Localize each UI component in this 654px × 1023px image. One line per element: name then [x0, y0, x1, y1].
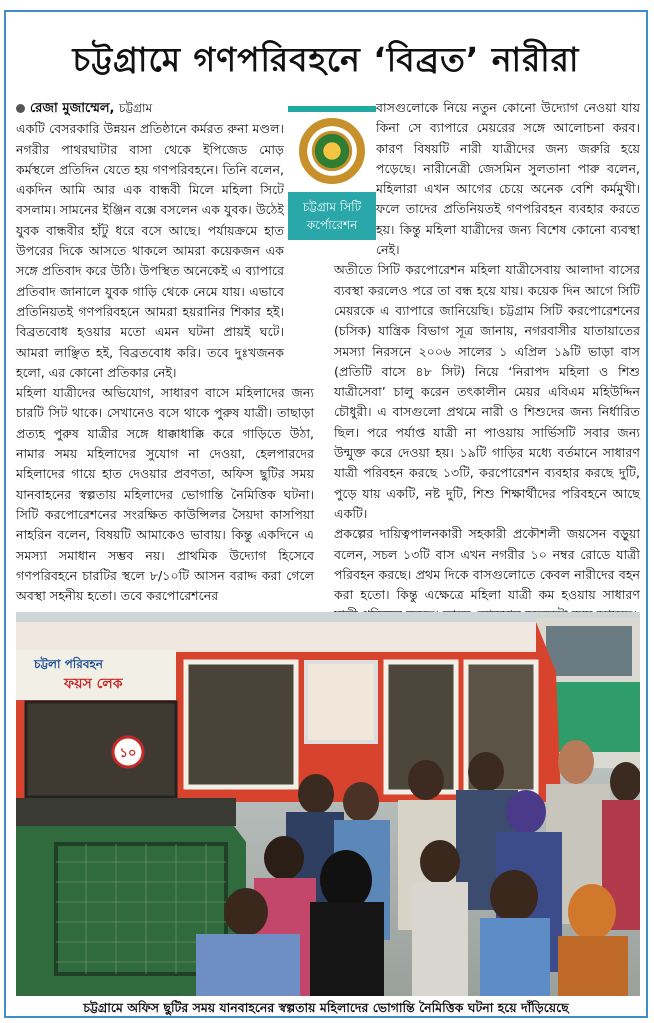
bus-destination-text: চট্টলা পরিবহন — [34, 657, 103, 671]
logo-caption — [288, 192, 376, 240]
logo-caption-line1: চট্টগ্রাম সিটি — [302, 200, 362, 214]
route-number: ১০ — [119, 746, 137, 761]
logo-accent-bar — [288, 106, 376, 112]
news-photo — [16, 612, 640, 996]
right-column — [334, 98, 640, 626]
city-corporation-logo-box — [288, 106, 376, 254]
bus-crowd-illustration — [16, 612, 640, 996]
city-corporation-seal-icon — [299, 118, 365, 184]
newspaper-page — [4, 10, 648, 1018]
logo-caption-line2: কর্পোরেশন — [306, 218, 358, 232]
bus-front-window — [26, 702, 176, 797]
right-paragraph-1: বাসগুলোকে নিয়ে নতুন কোনো উদ্যোগ নেওয়া যায় কিনা সে ব্যাপারে মেয়রের সঙ্গে আলোচনা করব। কারণ বিষয়টি নারী যাত্রীদের জন্য জরুরি হয়ে পড়েছে। নারীনেত্রী জেসমিন সুলতানা পারু বলেন, মহিলারা এখন আগের চেয়ে অনেক বেশি কর্মমুখী। ফলে তাদের প্রতিনিয়তই গণপরিবহন ব্যবহার করতে হয়। কিন্তু মহিলা যাত্রীদের জন্য বিশেষ কোনো ব্যবস্থা নেই। — [376, 100, 640, 258]
byline — [16, 98, 314, 119]
byline-author: রেজা মুজাম্মেল, — [30, 101, 115, 116]
headline: চট্টগ্রামে গণপরিবহনে ‘বিব্রত’ নারীরা — [72, 40, 580, 79]
left-column — [16, 98, 314, 606]
byline-location: চট্টগ্রাম — [119, 101, 153, 115]
photo-caption: চট্টগ্রামে অফিস ছুটির সময় যানবাহনের স্বল্পতায় মহিলাদের ভোগান্তি নৈমিত্তিক ঘটনা হয়ে দাঁড়িয়েছে — [83, 1000, 569, 1015]
right-paragraph-3: প্রকল্পের দায়িত্বপালনকারী সহকারী প্রকৌশলী জয়সেন বড়ুয়া বলেন, সচল ১৩টি বাস এখন নগরীর ১০ নম্বর রোডে যাত্রী পরিবহন করছে। প্রথম দিকে বাসগুলোতে কেবল নারীদের বহন করা হতো। কিন্তু এক্ষেত্রে মহিলা যাত্রী কম হওয়ায় সাধারণ — [334, 526, 640, 603]
bullet-icon — [16, 104, 25, 113]
left-paragraph-2: মহিলা যাত্রীদের অভিযোগ, সাধারণ বাসে মহিলাদের জন্য চারটি সিট থাকে। সেখানেও বসে থাকে পুরুষ যাত্রী। তাছাড়া প্রত্যহ পুরুষ যাত্রীর সঙ্গে ধাক্কাধাক্কি করে গাড়িতে উঠা, নামার সময় মহিলাদের সুযোগ না দেওয়া, হেলপারদের মহিলাদের গায়ে হাত দেওয়ার প্রবণতা, অফিস ছুটির সময় যানবাহনের স্বল্পতায় মহিলাদের ভোগান্তি নৈমিত্তিক ঘটনা। সিটি করপোরেশনের সংরক্ষিত কাউন্সিলর সৈয়দা কাসপিয়া নাহরিন বলেন, বিষয়টি আমাকেও ভাবায়। কিন্তু একদিনে এ সমস্যা সমাধান সম্ভব নয়। প্রাথমিক উদ্যোগ হিসেবে গণপরিবহনে চারটির স্থলে ৮/১০টি আসন বরাদ্দ করা গেলে অবস্থা সহনীয় হতো। তবে করপোরেশনের — [16, 385, 314, 604]
bus-window — [186, 662, 296, 787]
right-paragraph-2: অতীতে সিটি করপোরেশন মহিলা যাত্রীসেবায় আলাদা বাসের ব্যবস্থা করলেও পরে তা বন্ধ হয়ে যায়। কয়েক দিন আগে সিটি মেয়রকে এ ব্যাপারে জানিয়েছি। চট্টগ্রাম সিটি করপোরেশনের (চসিক) যান্ত্রিক বিভাগ সূত্র জানায়, নগরবাসীর যাতায়াতের সমস্যা নিরসনে ২০০৬ সালের ১ এপ্রিল ১৯টি ভাড়া বাস (প্রতিটি বাসে ৪৮ সিট) নিয়ে ‘নিরাপদ মহিলা ও শিশু যাত্রীসেবা’ চালু করেন তৎকালীন মেয়র এবিএম মহিউদ্দিন চৌধুরী। এ বাসগুলো প্রথমে নারী ও শিশুদের জন্য নির্ধারিত ছিল। পরে পর্যাপ্ত যাত্রী না পাওয়ায় সার্ভিসটি সবার জন্য উন্মুক্ত করে দেওয়া হয়। ১৯টি গাড়ির মধ্যে বর্তমানে সাধারণ যাত্রী পরিবহন করছে ১৩টি, করপোরেশন ব্যবহার করছে দুটি, পুড়ে যায় একটি, নষ্ট দুটি, শিশু শিক্ষার্থীদের পরিবহনে আছে একটি। — [334, 262, 640, 521]
left-paragraph-1: একটি বেসরকারি উন্নয়ন প্রতিষ্ঠানে কর্মরত রুনা মণ্ডল। নগরীর পাথরঘাটার বাসা থেকে ইপিজেড মোড় কর্মস্থলে প্রতিদিন যেতে হয় গণপরিবহনে। তিনি বলেন, একদিন আমি আর এক বান্ধবী মিলে মহিলা সিটে বসলাম। সামনের ইঞ্জিন বক্সে বসলেন এক যুবক। উঠেই যুবক বান্ধবীর হাঁটু ধরে বসে আছে। পর্যায়ক্রমে হাত উপরের দিকে আসতে থাকলে আমরা কয়েকজন এক সঙ্গে প্রতিবাদ করে উঠি। উপস্থিত অনেকেই এ ব্যাপারে প্রতিবাদ জানালে যুবক গাড়ি থেকে নেমে যায়। এভাবে প্রতিনিয়তই গণপরিবহনে আমরা হয়রানির শিকার হই। বিব্রতবোধ হওয়ার মতো এমন ঘটনা প্রায়ই ঘটে। আমরা লাঞ্ছিত হই, বিব্রতবোধ করি। তবে দুঃখজনক হলো, এর কোনো প্রতিকার নেই। — [16, 121, 284, 380]
bus-destination-text2: ফয়স লেক — [64, 676, 123, 692]
